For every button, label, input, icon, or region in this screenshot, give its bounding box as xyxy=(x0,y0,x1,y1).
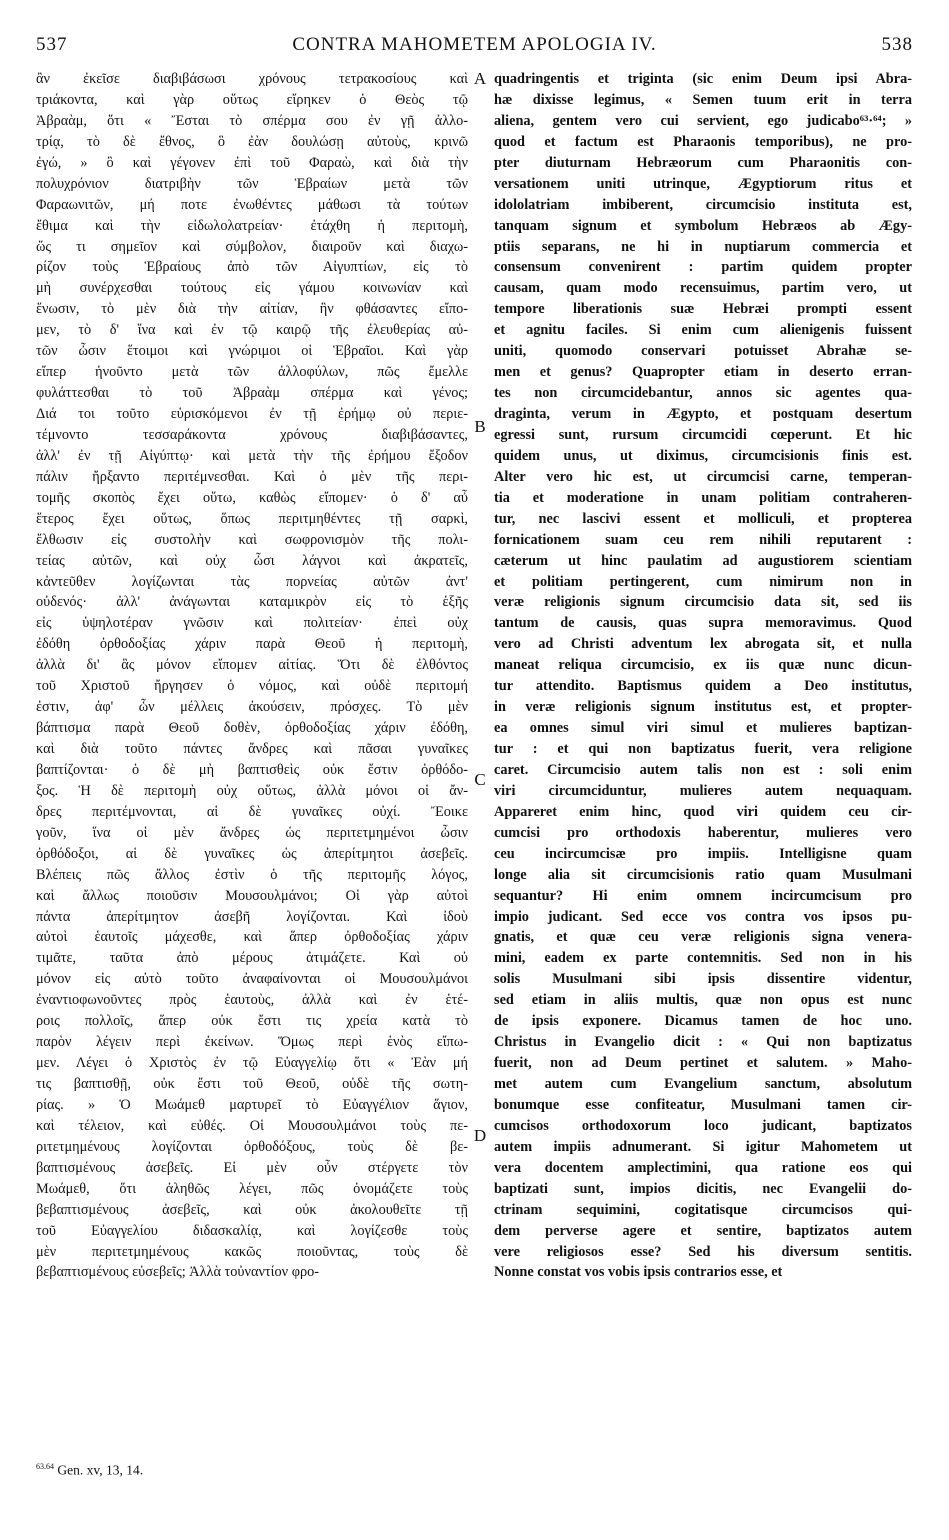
greek-text-line: μεν, τὸ δ' ἵνα καὶ ἐν τῷ καιρῷ τῆς ἐλευθερίας αὐ- xyxy=(36,322,468,339)
footnote-text: Gen. xv, 13, 14. xyxy=(57,1462,144,1478)
greek-text-line: μόνον εἰς αὐτὸ τοῦτο ἀναφαίνονται οἱ Μουσουλμάνοι xyxy=(36,971,468,988)
latin-text-line: men et genus? Quapropter etiam in deserto erran- xyxy=(494,364,912,381)
greek-text-line: ἐγώ, » ὃ καὶ γέγονεν ἐπὶ τοῦ Φαραὼ, καὶ διὰ τὴν xyxy=(36,154,468,171)
greek-text-line: ρίζον τοὺς Ἑβραίους ἀπὸ τῶν Αἰγυπτίων, εἰς τὸ xyxy=(36,259,468,276)
greek-text-line: ριτετμημένους λογίζονται ὀρθοδόξους, τοὺς δὲ βε- xyxy=(36,1138,468,1155)
footnote-mark: 63.64 xyxy=(36,1462,54,1471)
latin-text-line: Nonne constat vos vobis ipsis contrarios esse, et xyxy=(494,1264,783,1281)
margin-letter-d: D xyxy=(473,1126,487,1145)
greek-text-line: Φαραωνιτῶν, μή ποτε ἐνωθέντες μάθωσι τὰ τούτων xyxy=(36,196,468,213)
greek-text-line: ρίας. » Ὁ Μωάμεθ μαρτυρεῖ τὸ Εὐαγγέλιον ἅγιον, xyxy=(36,1096,468,1113)
latin-text-line: Appareret enim hinc, quod viri quidem ceu cir- xyxy=(494,803,912,820)
latin-text-line: met autem cum Evangelium sanctum, absolutum xyxy=(494,1076,912,1092)
latin-text-line: viri circumciduntur, mulieres autem nequaquam. xyxy=(494,782,912,799)
latin-text-line: causam, quam modo recensuimus, partim vero, ut xyxy=(494,280,912,297)
latin-text-line: draginta, verum in Ægypto, et postquam desertum xyxy=(494,406,912,422)
latin-text-line: baptizati sunt, impios dicitis, nec Evangelii do- xyxy=(494,1180,912,1197)
greek-text-line: παρὸν λέγειν περὶ ἐκείνων. Ὅμως περὶ ἑνὸς εἴπω- xyxy=(36,1034,468,1051)
latin-text-line: longe alia sit circumcisionis ratio quam Musulmani xyxy=(494,866,912,883)
greek-text-line: καὶ τέλειον, καὶ εὐθές. Οἱ Μουσουλμάνοι τοὺς πε- xyxy=(36,1117,468,1134)
latin-text-line: bonumque esse confiteatur, Musulmani tamen cir- xyxy=(494,1096,912,1113)
running-title: CONTRA MAHOMETEM APOLOGIA IV. xyxy=(292,34,657,55)
latin-text-line: autem impiis adnumerant. Si igitur Mahometem ut xyxy=(494,1138,912,1155)
latin-text-line: hæ dixisse legimus, « Semen tuum erit in terra xyxy=(494,91,912,108)
latin-text-line: egressi sunt, rursum circumcidi cœperunt. Et hic xyxy=(494,426,912,443)
greek-text-line: πάντα ἀπερίτμητον ἀσεβῆ λογίζονται. Καὶ ἰδοὺ xyxy=(36,908,468,925)
greek-text-line: Βλέπεις πῶς ἄλλος ἐστὶν ὁ τῆς περιτομῆς λόγος, xyxy=(36,866,468,883)
latin-text-line: vere religiosos esse? Sed his diversum sentitis. xyxy=(494,1243,912,1260)
greek-text-line: ἕτερος ἔχει οὕτως, ὅπως περιτμηθέντες τῇ σαρκὶ, xyxy=(36,510,468,527)
greek-text-line: Μωάμεθ, ὅτι ἀληθῶς λέγει, πῶς ὀνομάζετε τοὺς xyxy=(36,1180,468,1197)
latin-text-line: de ipsis exponere. Dicamus tamen de hoc uno. xyxy=(494,1013,912,1030)
greek-text-line: οὐδενός· ἀλλ' ἀνάγωνται καταμικρὸν εἰς τὸ ἑξῆς xyxy=(36,594,468,611)
latin-text-line: tempore liberationis suæ Hebræi prompti essent xyxy=(494,301,912,318)
greek-text-line: αὐτοὶ ἑαυτοῖς μάχεσθε, καὶ ἅπερ ὀρθοδοξίας χάριν xyxy=(36,929,468,946)
greek-text-line: πολυχρόνιον διατριβὴν τῶν Ἑβραίων μετὰ τῶν xyxy=(36,175,468,192)
greek-text-line: τέμνοντο τεσσαράκοντα χρόνους διαβιβάσαντες, xyxy=(36,426,468,443)
greek-text-line: ἐδόθη ὀρθοδοξίας χάριν παρὰ Θεοῦ ἡ περιτομὴ, xyxy=(36,636,468,653)
margin-letter-a: A xyxy=(473,69,487,88)
latin-text-line: ptiis separans, ne hi in nuptiarum commercia et xyxy=(494,238,912,255)
latin-text-line: quadringentis et triginta (sic enim Deum ipsi Abra- xyxy=(494,71,912,87)
latin-text-line: vera docentem amplectimini, qua ratione eos qui xyxy=(494,1159,912,1176)
latin-text-line: tur, nec lascivi essent et molliculi, et propterea xyxy=(494,510,912,527)
latin-text-line: ctrinam sequimini, cogitatisque circumcisos qui- xyxy=(494,1201,912,1218)
greek-text-line: κἀντεῦθεν λογίζωνται τὰς πορνείας αὐτῶν ἀντ' xyxy=(36,573,468,590)
greek-text-line: τῶν ὦσιν ἕτοιμοι καὶ γνώριμοι οἱ Ἑβραῖοι. Καὶ γὰρ xyxy=(36,343,468,360)
latin-text-line: mini, eadem ex parte contemnitis. Sed non in his xyxy=(494,950,912,967)
latin-text-line: tes non circumcidebantur, annos sic agentes qua- xyxy=(494,385,912,402)
latin-text-line: consensum convenirent : partim quidem propter xyxy=(494,259,912,276)
greek-text-line: Διά τοι τοῦτο εὑρισκόμενοι ἐν τῇ ἐρήμῳ οὐ περιε- xyxy=(36,406,468,422)
greek-text-line: δρες περιτέμνονται, αἱ δὲ γυναῖκες οὐχί. Ἔοικε xyxy=(36,803,468,820)
greek-text-line: μὲν περιτετμημένους κακῶς ποιοῦντας, τοὺς δὲ xyxy=(36,1243,468,1260)
page-number-right: 538 xyxy=(881,34,913,55)
latin-text-line: pter diuturnam Hebræorum cum Pharaonitis con- xyxy=(494,154,912,171)
latin-text-line: tanquam signum et symbolum Hebræos ab Ægy- xyxy=(494,217,912,234)
latin-text-line: et agnitu faciles. Si enim cum alienigenis fuissent xyxy=(494,322,912,339)
latin-text-line: ea omnes simul viri simul et mulieres baptizan- xyxy=(494,720,912,737)
greek-text-line: ξος. Ἡ δὲ περιτομὴ οὐχ οὕτως, ἀλλὰ μόνοι οἱ ἄν- xyxy=(36,782,468,799)
latin-text-line: maneat reliqua circumcisio, ex iis quæ nunc dicun- xyxy=(494,657,912,674)
greek-text-line: καὶ ἄλλως ποιοῦσιν Μουσουλμάνοι; Οἱ γὰρ αὐτοὶ xyxy=(36,887,468,904)
latin-text-line: cumcisi pro orthodoxis haberentur, mulieres vero xyxy=(494,824,912,841)
latin-text-line: cumcisos orthodoxorum loco judicant, baptizatos xyxy=(494,1117,912,1134)
greek-text-line: τομῆς σκοπὸς ἔχει οὕτω, καθὼς εἴπομεν· ὁ δ' αὖ xyxy=(36,489,468,506)
latin-text-line: quod et factum est Pharaonis temporibus), ne pro- xyxy=(494,133,912,150)
margin-letter-c: C xyxy=(474,770,486,789)
latin-text-line: vero ad Christi adventum lex abrogata sit, et nulla xyxy=(494,636,912,653)
latin-text-line: tur : et qui non baptizatus fuerit, vera religione xyxy=(494,741,912,757)
greek-text-line: βεβαπτισμένους ἀσεβεῖς, καὶ οὐκ ἀκολουθεῖτε τῇ xyxy=(36,1201,468,1218)
greek-text-line: τείας αὐτῶν, καὶ οὐχ ὦσι λάγνοι καὶ ἀκρατεῖς, xyxy=(36,552,468,569)
latin-text-line: fuerit, non ad Deum pertinet et salutem. » Maho- xyxy=(494,1055,912,1072)
latin-text-line: quidem unus, ut diximus, circumcisionis finis est. xyxy=(494,447,912,464)
latin-text-line: in veræ religionis signum institutus est, et propter- xyxy=(494,699,912,716)
greek-text-line: βάπτισμα παρὰ Θεοῦ δοθὲν, ὀρθοδοξίας χάριν ἐδόθη, xyxy=(36,720,468,737)
greek-column xyxy=(36,69,468,1283)
greek-text-line: ὀρθόδοξοι, αἱ δὲ γυναῖκες ὡς ἀπερίτμητοι ἀσεβεῖς. xyxy=(36,845,468,862)
greek-text-line: καὶ διὰ τοῦτο πάντες ἄνδρες καὶ πᾶσαι γυναῖκες xyxy=(36,741,468,757)
latin-text-line: versationem uniti utrinque, Ægyptiorum ritus et xyxy=(494,175,912,192)
greek-text-line: τοῦ Εὐαγγελίου διδασκαλίᾳ, καὶ λογίζεσθε τοὺς xyxy=(36,1222,468,1239)
latin-column xyxy=(494,69,912,1283)
greek-text-line: ἔθιμα καὶ τὴν εἰδωλολατρείαν· ἐτάχθη ἡ περιτομὴ, xyxy=(36,217,468,234)
greek-text-line: ἀλλ' ἐν τῇ Αἰγύπτῳ· καὶ μετὰ τὴν τῆς ἐρήμου ἔξοδον xyxy=(36,447,468,464)
latin-text-line: impio judicant. Sed ecce vos contra vos ipsos pu- xyxy=(494,908,912,925)
greek-text-line: μεν. Λέγει ὁ Χριστὸς ἐν τῷ Εὐαγγελίῳ ὅτι « Ἐὰν μή xyxy=(36,1055,468,1072)
latin-text-line: sed etiam in aliis multis, quæ non opus est nunc xyxy=(494,992,912,1009)
greek-text-line: εἴπερ ἡνοῦντο μετὰ τῶν ἀλλοφύλων, πῶς ἔμελλε xyxy=(36,364,468,381)
latin-text-line: tantum de causis, quas supra memoravimus. Quod xyxy=(494,615,912,632)
latin-text-line: idololatriam imbiberent, circumcisio instituta est, xyxy=(494,196,912,213)
latin-text-line: aliena, gentem vero cui servient, ego judicabo⁶³·⁶⁴; » xyxy=(494,112,912,129)
greek-text-line: τοῦ Χριστοῦ ἤργησεν ὁ νόμος, καὶ οὐδὲ περιτομή xyxy=(36,678,468,695)
latin-text-line: tur attendito. Baptismus quidem a Deo institutus, xyxy=(494,678,912,695)
greek-text-line: γοῦν, ἵνα οἱ μὲν ἄνδρες ὡς περιτετμημένοι ὦσιν xyxy=(36,824,468,841)
running-header xyxy=(36,34,913,64)
greek-text-line: τριάκοντα, καὶ γὰρ οὕτως εἴρηκεν ὁ Θεὸς τῷ xyxy=(36,91,468,108)
footnote xyxy=(36,1462,466,1479)
latin-text-line: gnatis, et quæ ceu veræ religionis signa venera- xyxy=(494,929,912,946)
greek-text-line: ἐναντιοφωνοῦντες πρὸς ἑαυτοὺς, ἀλλὰ καὶ ἐν ἑτέ- xyxy=(36,992,468,1009)
greek-text-line: ἀλλὰ δι' ἃς μόνον εἴπομεν αἰτίας. Ὅτι δὲ ἐλθόντος xyxy=(36,657,468,674)
margin-letter-b: B xyxy=(474,417,486,436)
greek-text-line: ὥς τι σημεῖον καὶ σύμβολον, διαιροῦν καὶ διαχω- xyxy=(36,238,468,255)
latin-text-line: veræ religionis signum circumcisio data sit, sed iis xyxy=(494,594,912,611)
latin-text-line: tia et moderatione in unam politiam contraheren- xyxy=(494,489,912,506)
greek-text-line: μὴ συνέρχεσθαι τούτους εἰς γάμου κοινωνίαν καὶ xyxy=(36,280,468,297)
greek-text-line: βαπτίζονται· ὁ δὲ μὴ βαπτισθεὶς οὐκ ἔστιν ὀρθόδο- xyxy=(36,761,468,778)
latin-text-line: solis Musulmani sibi ipsis dissentire videntur, xyxy=(494,971,912,988)
latin-text-line: uniti, quomodo conservari potuisset Abrahæ se- xyxy=(494,343,912,360)
greek-text-line: ἐστιν, ἀφ' ὧν μέλλεις ἀκούσειν, πρόσχες. Τὸ μὲν xyxy=(36,699,468,716)
greek-text-line: ἔλθωσιν εἰς συστολὴν καὶ σωφρονισμὸν τῆς πολι- xyxy=(36,531,468,548)
greek-text-line: ἕνωσιν, τὸ μὲν διὰ τὴν αἰτίαν, ἣν φθάσαντες εἴπο- xyxy=(36,301,468,318)
latin-text-line: sequantur? Hi enim omnem incircumcisum pro xyxy=(494,887,912,904)
greek-text-line: βεβαπτισμένους εὐσεβεῖς; Ἀλλὰ τοὐναντίον φρο- xyxy=(36,1264,319,1281)
greek-text-line: βαπτισμένους ἀσεβεῖς. Εἰ μὲν οὖν στέργετε τὸν xyxy=(36,1159,468,1176)
latin-text-line: Alter vero hic est, ut circumcisi carne, temperan- xyxy=(494,468,912,485)
greek-text-line: τις βαπτισθῇ, οὐκ ἔστι τοῦ Θεοῦ, οὐδὲ τῆς σωτη- xyxy=(36,1076,468,1092)
latin-text-line: dem perverse agere et sentire, baptizatos autem xyxy=(494,1222,912,1239)
latin-text-line: fornicationem suam ceu rem nihili reputarent : xyxy=(494,531,912,548)
greek-text-line: ροις πολλοῖς, ἅπερ οὐκ ἔστι τις χρεία κατὰ τὸ xyxy=(36,1013,468,1030)
latin-text-line: et politiam pertingerent, cum nimirum non in xyxy=(494,573,912,590)
greek-text-line: τρίᾳ, τὸ δὲ ἔθνος, ὃ ἐὰν δουλώσῃ αὐτοὺς, κρινῶ xyxy=(36,133,468,150)
latin-text-line: Christus in Evangelio dicit : « Qui non baptizatus xyxy=(494,1034,912,1051)
greek-text-line: ἂν ἐκεῖσε διαβιβάσωσι χρόνους τετρακοσίους καὶ xyxy=(36,71,468,87)
latin-text-line: ceu incircumcisæ pro impiis. Intelligisne quam xyxy=(494,845,912,862)
latin-text-line: cæterum ut hinc paulatim ad augustiorem scientiam xyxy=(494,552,912,569)
greek-text-line: Ἀβραὰμ, ὅτι « Ἔσται τὸ σπέρμα σου ἐν γῇ ἀλλο- xyxy=(36,112,468,129)
page-number-left: 537 xyxy=(36,34,68,55)
greek-text-line: φυλάττεσθαι τὸ τοῦ Ἀβραὰμ σπέρμα καὶ γένος; xyxy=(36,385,468,402)
latin-text-line: caret. Circumcisio autem talis non est : soli enim xyxy=(494,761,912,778)
greek-text-line: πάλιν ἤρξαντο περιτέμνεσθαι. Καὶ ὁ μὲν τῆς περι- xyxy=(36,468,468,485)
greek-text-line: εἰς ὑψηλοτέραν γνῶσιν καὶ πολιτείαν· ἐπεὶ οὐχ xyxy=(36,615,468,632)
greek-text-line: τιμᾶτε, ταῦτα ἀπὸ μέρους ἀτιμάζετε. Καὶ οὐ xyxy=(36,950,468,967)
